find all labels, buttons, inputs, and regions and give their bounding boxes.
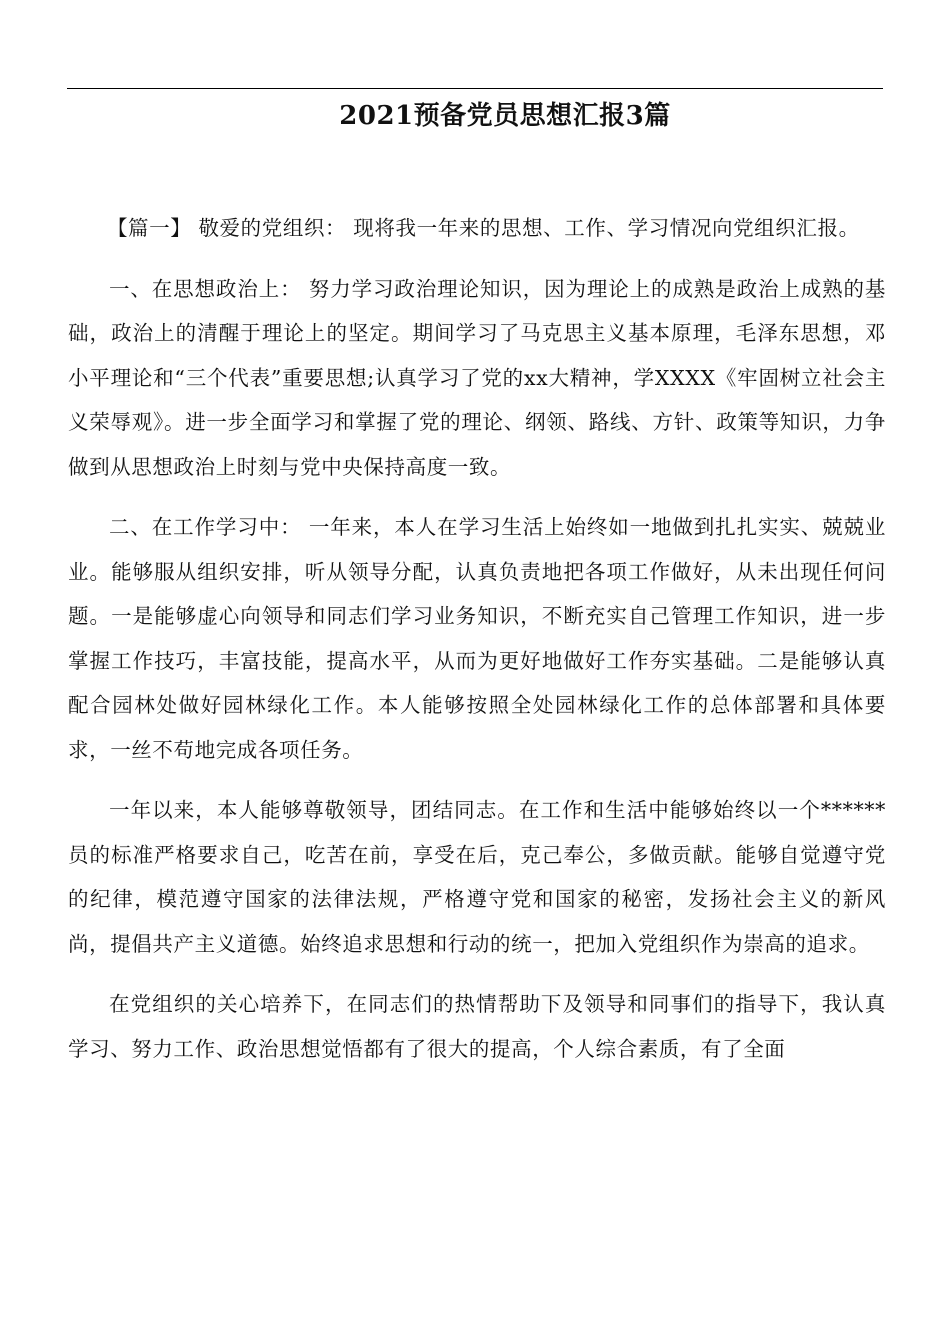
paragraph-intro: 【篇一】 敬爱的党组织： 现将我一年来的思想、工作、学习情况向党组织汇报。	[106, 216, 860, 240]
document-body	[68, 206, 886, 1087]
paragraph-conduct: 一年以来，本人能够尊敬领导，团结同志。在工作和生活中能够始终以一个******员的标准严格要求自己，吃苦在前，享受在后，克己奉公，多做贡献。能够自觉遵守党的纪律，模范遵守国家的法律法规，严格遵守党和国家的秘密，发扬社会主义的新风尚，提倡共产主义道德。始终追求思想和行动的统一，把加入党组织作为崇高的追求。	[68, 798, 886, 956]
document-title: 2021预备党员思想汇报3篇	[339, 101, 671, 131]
paragraph-work-study: 二、在工作学习中： 一年来，本人在学习生活上始终如一地做到扎扎实实、兢兢业业。能够服从组织安排，听从领导分配，认真负责地把各项工作做好，从未出现任何问题。一是能够虚心向领导和同志们学习业务知识，不断充实自己管理工作知识，进一步掌握工作技巧，丰富技能，提高水平，从而为更好地做好工作夯实基础。二是能够认真配合园林处做好园林绿化工作。本人能够按照全处园林绿化工作的总体部署和具体要求，一丝不苟地完成各项任务。	[68, 515, 886, 762]
header-rule	[67, 88, 883, 89]
paragraph-political-thought: 一、在思想政治上： 努力学习政治理论知识，因为理论上的成熟是政治上成熟的基础，政治上的清醒于理论上的坚定。期间学习了马克思主义基本原理，毛泽东思想，邓小平理论和“三个代表”重要思想;认真学习了党的xx大精神，学XXXX《牢固树立社会主义荣辱观》。进一步全面学习和掌握了党的理论、纲领、路线、方针、政策等知识，力争做到从思想政治上时刻与党中央保持高度一致。	[68, 276, 886, 479]
paragraph-growth: 在党组织的关心培养下，在同志们的热情帮助下及领导和同事们的指导下，我认真学习、努力工作、政治思想觉悟都有了很大的提高，个人综合素质，有了全面	[68, 992, 886, 1061]
